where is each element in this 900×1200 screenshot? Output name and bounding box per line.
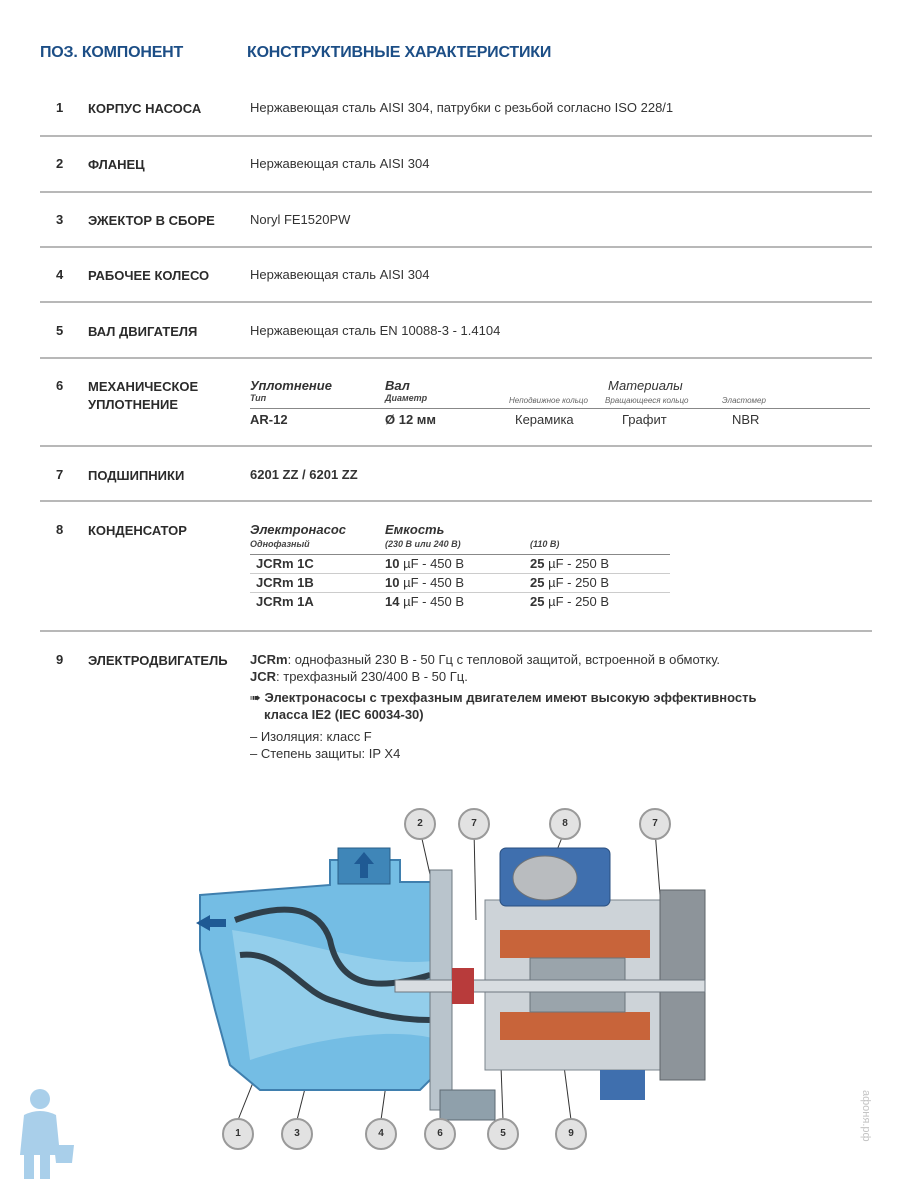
col-fixed-ring: Неподвижное кольцо: [509, 396, 588, 405]
plumber-logo: [10, 1085, 80, 1185]
col-shaft-sub: Диаметр: [385, 393, 428, 403]
pump-cutaway-diagram: [0, 790, 900, 1150]
capacitor-110v: [530, 594, 609, 609]
capacitor-model: JCRm 1A: [256, 594, 314, 609]
row-description: Нержавеющая сталь EN 10088-3 - 1.4104: [250, 323, 501, 338]
row-description: 6201 ZZ / 6201 ZZ: [250, 467, 358, 482]
motor-single-phase: [250, 652, 720, 667]
row-number: 4: [56, 267, 64, 282]
divider: [40, 191, 872, 193]
capacitor-230v-value: 10: [385, 556, 400, 571]
row-number: 2: [56, 156, 64, 171]
row-component: РАБОЧЕЕ КОЛЕСО: [88, 268, 210, 283]
callout-8: 8: [549, 808, 581, 840]
capacitor-model: JCRm 1C: [256, 556, 314, 571]
row-number: 5: [56, 323, 64, 338]
capacitor-230v-unit: µF - 450 В: [399, 556, 465, 571]
callout-5: 5: [487, 1118, 519, 1150]
col-capacity: Емкость: [385, 522, 445, 537]
callout-6: 6: [424, 1118, 456, 1150]
subtable-rule: [250, 554, 670, 555]
seal-rotating-ring: Графит: [622, 412, 667, 427]
row-description: Нержавеющая сталь AISI 304, патрубки с резьбой согласно ISO 228/1: [250, 100, 674, 115]
mechanical-seal: [452, 968, 474, 1004]
row-description: Нержавеющая сталь AISI 304: [250, 267, 430, 282]
header-characteristics: КОНСТРУКТИВНЫЕ ХАРАКТЕРИСТИКИ: [247, 44, 552, 61]
callout-7: 7: [458, 808, 490, 840]
row-component-line2: УПЛОТНЕНИЕ: [88, 397, 179, 412]
row-component: ФЛАНЕЦ: [88, 157, 145, 172]
capacitor-110v-unit: µF - 250 В: [544, 575, 610, 590]
capacitor-110v: [530, 556, 609, 571]
capacitor-model: JCRm 1B: [256, 575, 314, 590]
subtable-rule: [250, 408, 870, 409]
capacitor-110v-unit: µF - 250 В: [544, 556, 610, 571]
divider: [40, 500, 872, 502]
capacitor-230v-value: 10: [385, 575, 400, 590]
capacitor-110v-unit: µF - 250 В: [544, 594, 610, 609]
subtable-rule: [250, 592, 670, 593]
capacitor-230v-unit: µF - 450 В: [399, 575, 465, 590]
motor-insulation: – Изоляция: класс F: [250, 729, 372, 744]
row-number: 9: [56, 652, 64, 667]
capacitor-230v-value: 14: [385, 594, 400, 609]
col-elastomer: Эластомер: [722, 396, 766, 405]
seal-elastomer: NBR: [732, 412, 760, 427]
row-component: КОРПУС НАСОСА: [88, 101, 202, 116]
motor-model: JCR: [250, 669, 277, 684]
row-component-line1: МЕХАНИЧЕСКОЕ: [88, 379, 199, 394]
row-component: ЭЖЕКТОР В СБОРЕ: [88, 213, 215, 228]
col-pump-sub: Однофазный: [250, 539, 310, 549]
motor-text: : однофазный 230 В - 50 Гц с тепловой защитой, встроенной в обмотку.: [287, 652, 721, 667]
divider: [40, 630, 872, 632]
pump-housing: [196, 848, 440, 1090]
col-pump: Электронасос: [250, 522, 347, 537]
capacitor-110v-value: 25: [530, 556, 545, 571]
capacitor-110v: [530, 575, 609, 590]
motor-text: : трехфазный 230/400 В - 50 Гц.: [276, 669, 468, 684]
col-capacity-sub: (230 В или 240 В): [385, 539, 461, 549]
motor-shaft: [395, 980, 705, 992]
row-component: ВАЛ ДВИГАТЕЛЯ: [88, 324, 198, 339]
capacitor-230v: [385, 575, 464, 590]
flange-foot: [440, 1090, 495, 1120]
col-rotating-ring: Вращающееся кольцо: [605, 396, 689, 405]
row-description: Noryl FE1520PW: [250, 212, 351, 227]
motor-three-phase: [250, 669, 468, 684]
row-description: Нержавеющая сталь AISI 304: [250, 156, 430, 171]
divider: [40, 301, 872, 303]
arrow-icon: ➠: [250, 690, 261, 705]
col-seal-sub: Тип: [250, 393, 267, 403]
row-number: 3: [56, 212, 64, 227]
motor-note-line1: [250, 690, 756, 706]
seal-diameter: Ø 12 мм: [385, 412, 437, 427]
row-number: 6: [56, 378, 64, 393]
row-component: ПОДШИПНИКИ: [88, 468, 185, 483]
capacitor-110v-value: 25: [530, 575, 545, 590]
divider: [40, 246, 872, 248]
capacitor-230v: [385, 556, 464, 571]
row-number: 1: [56, 100, 64, 115]
col-materials: Материалы: [608, 378, 683, 393]
seal-fixed-ring: Керамика: [515, 412, 574, 427]
row-number: 7: [56, 467, 64, 482]
callout-1: 1: [222, 1118, 254, 1150]
motor-body: [485, 848, 705, 1100]
capacitor-230v-unit: µF - 450 В: [399, 594, 465, 609]
row-number: 8: [56, 522, 64, 537]
row-component: КОНДЕНСАТОР: [88, 523, 187, 538]
callout-3: 3: [281, 1118, 313, 1150]
row-component: ЭЛЕКТРОДВИГАТЕЛЬ: [88, 653, 228, 668]
header-pos-component: ПОЗ. КОМПОНЕНТ: [40, 44, 184, 61]
divider: [40, 135, 872, 137]
capacitor-230v: [385, 594, 464, 609]
divider: [40, 445, 872, 447]
col-110v: (110 В): [530, 539, 560, 549]
callout-2: 2: [404, 808, 436, 840]
divider: [40, 357, 872, 359]
watermark: афоня.рф: [860, 1090, 872, 1142]
motor-note-line2: класса IE2 (IEC 60034-30): [264, 707, 424, 722]
motor-model: JCRm: [250, 652, 288, 667]
seal-type: AR-12: [250, 412, 288, 427]
col-seal: Уплотнение: [250, 378, 332, 393]
motor-protection: – Степень защиты: IP X4: [250, 746, 401, 761]
callout-7: 7: [639, 808, 671, 840]
callout-9: 9: [555, 1118, 587, 1150]
capacitor-110v-value: 25: [530, 594, 545, 609]
col-shaft: Вал: [385, 378, 410, 393]
callout-4: 4: [365, 1118, 397, 1150]
motor-note-text: Электронасосы с трехфазным двигателем имеют высокую эффективность: [264, 690, 757, 705]
subtable-rule: [250, 573, 670, 574]
